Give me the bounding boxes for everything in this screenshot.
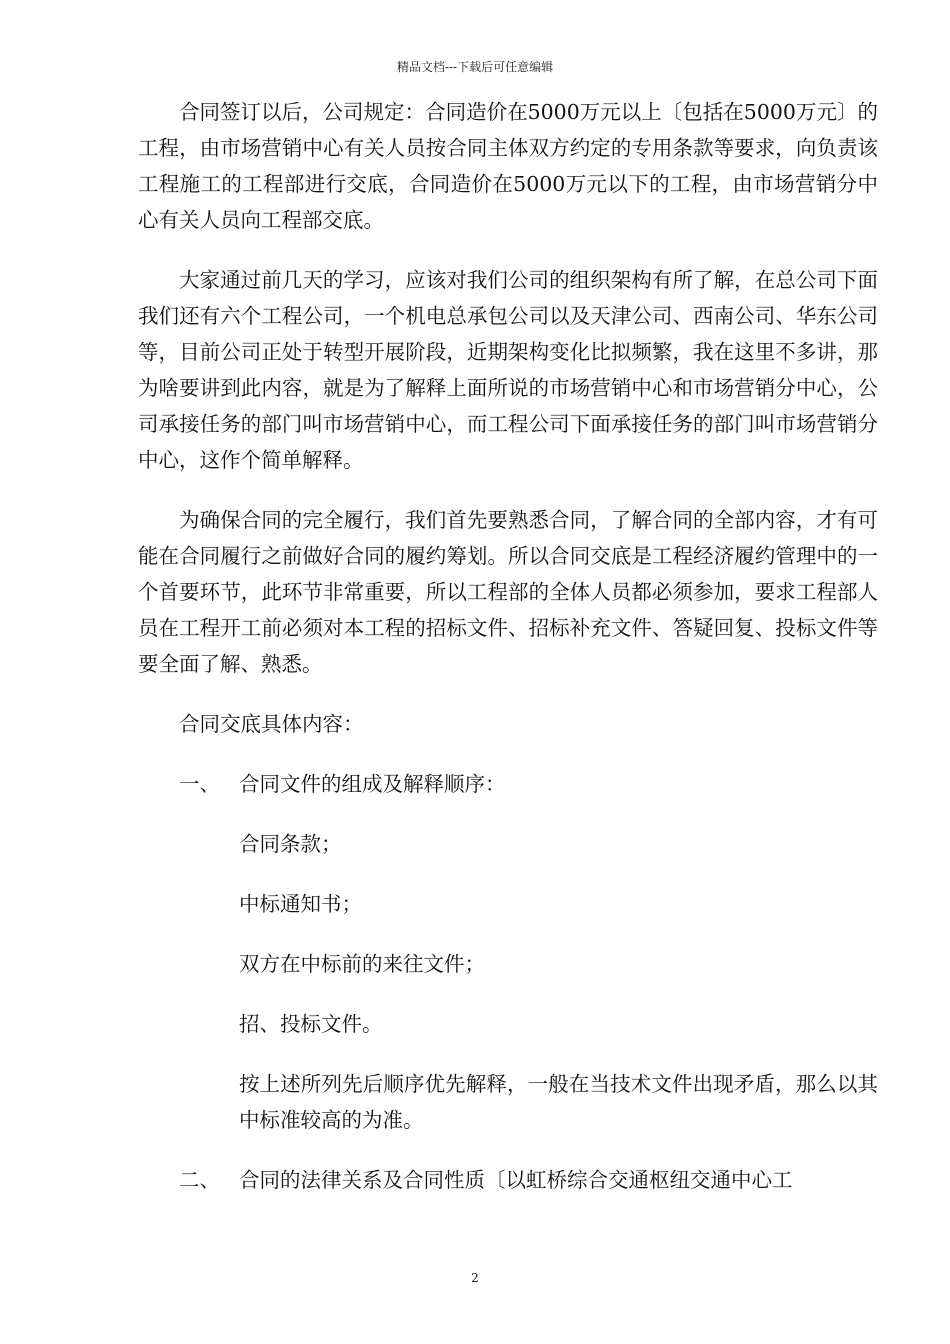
paragraph-disclosure-content: 合同交底具体内容：: [179, 712, 364, 736]
list-item: 中标通知书；: [239, 892, 362, 916]
section-1-number: 一、: [179, 772, 220, 796]
list-item: 招、投标文件。: [239, 1012, 383, 1036]
list-item: 合同条款；: [239, 832, 342, 856]
interpretation-note: 按上述所列先后顺序优先解释，一般在当技术文件出现矛盾，那么以其中标准较高的为准。: [239, 1072, 878, 1132]
paragraph-contract-signing: 合同签订以后，公司规定：合同造价在5000万元以上〔包括在5000万元〕的工程，由市场营销中心有关人员按合同主体双方约定的专用条款等要求，向负责该工程施工的工程部进行交底，合同造价在5000万元以下的工程，由市场营销分中心有关人员向工程部交底。: [138, 100, 878, 232]
section-2-number: 二、: [179, 1168, 220, 1192]
document-body: [138, 94, 878, 1222]
section-1-heading: [138, 766, 878, 802]
paragraph-contract-fulfillment: 为确保合同的完全履行，我们首先要熟悉合同，了解合同的全部内容，才有可能在合同履行之前做好合同的履约筹划。所以合同交底是工程经济履约管理中的一个首要环节，此环节非常重要，所以工程部的全体人员都必须参加，要求工程部人员在工程开工前必须对本工程的招标文件、招标补充文件、答疑回复、投标文件等要全面了解、熟悉。: [138, 508, 878, 676]
page-header: 精品文档---下载后可任意编辑: [396, 60, 554, 74]
list-item: 双方在中标前的来往文件；: [239, 952, 485, 976]
paragraph-org-structure: 大家通过前几天的学习，应该对我们公司的组织架构有所了解，在总公司下面我们还有六个工程公司，一个机电总承包公司以及天津公司、西南公司、华东公司等，目前公司正处于转型开展阶段，近期架构变化比拟频繁，我在这里不多讲，那为啥要讲到此内容，就是为了解释上面所说的市场营销中心和市场营销分中心，公司承接任务的部门叫市场营销中心，而工程公司下面承接任务的部门叫市场营销分中心，这作个简单解释。: [138, 268, 878, 472]
page-number: 2: [471, 1271, 479, 1285]
section-1-title: 合同文件的组成及解释顺序：: [239, 772, 506, 796]
section-2-heading: [138, 1162, 878, 1198]
section-2-title: 合同的法律关系及合同性质〔以虹桥综合交通枢纽交通中心工: [239, 1168, 793, 1192]
